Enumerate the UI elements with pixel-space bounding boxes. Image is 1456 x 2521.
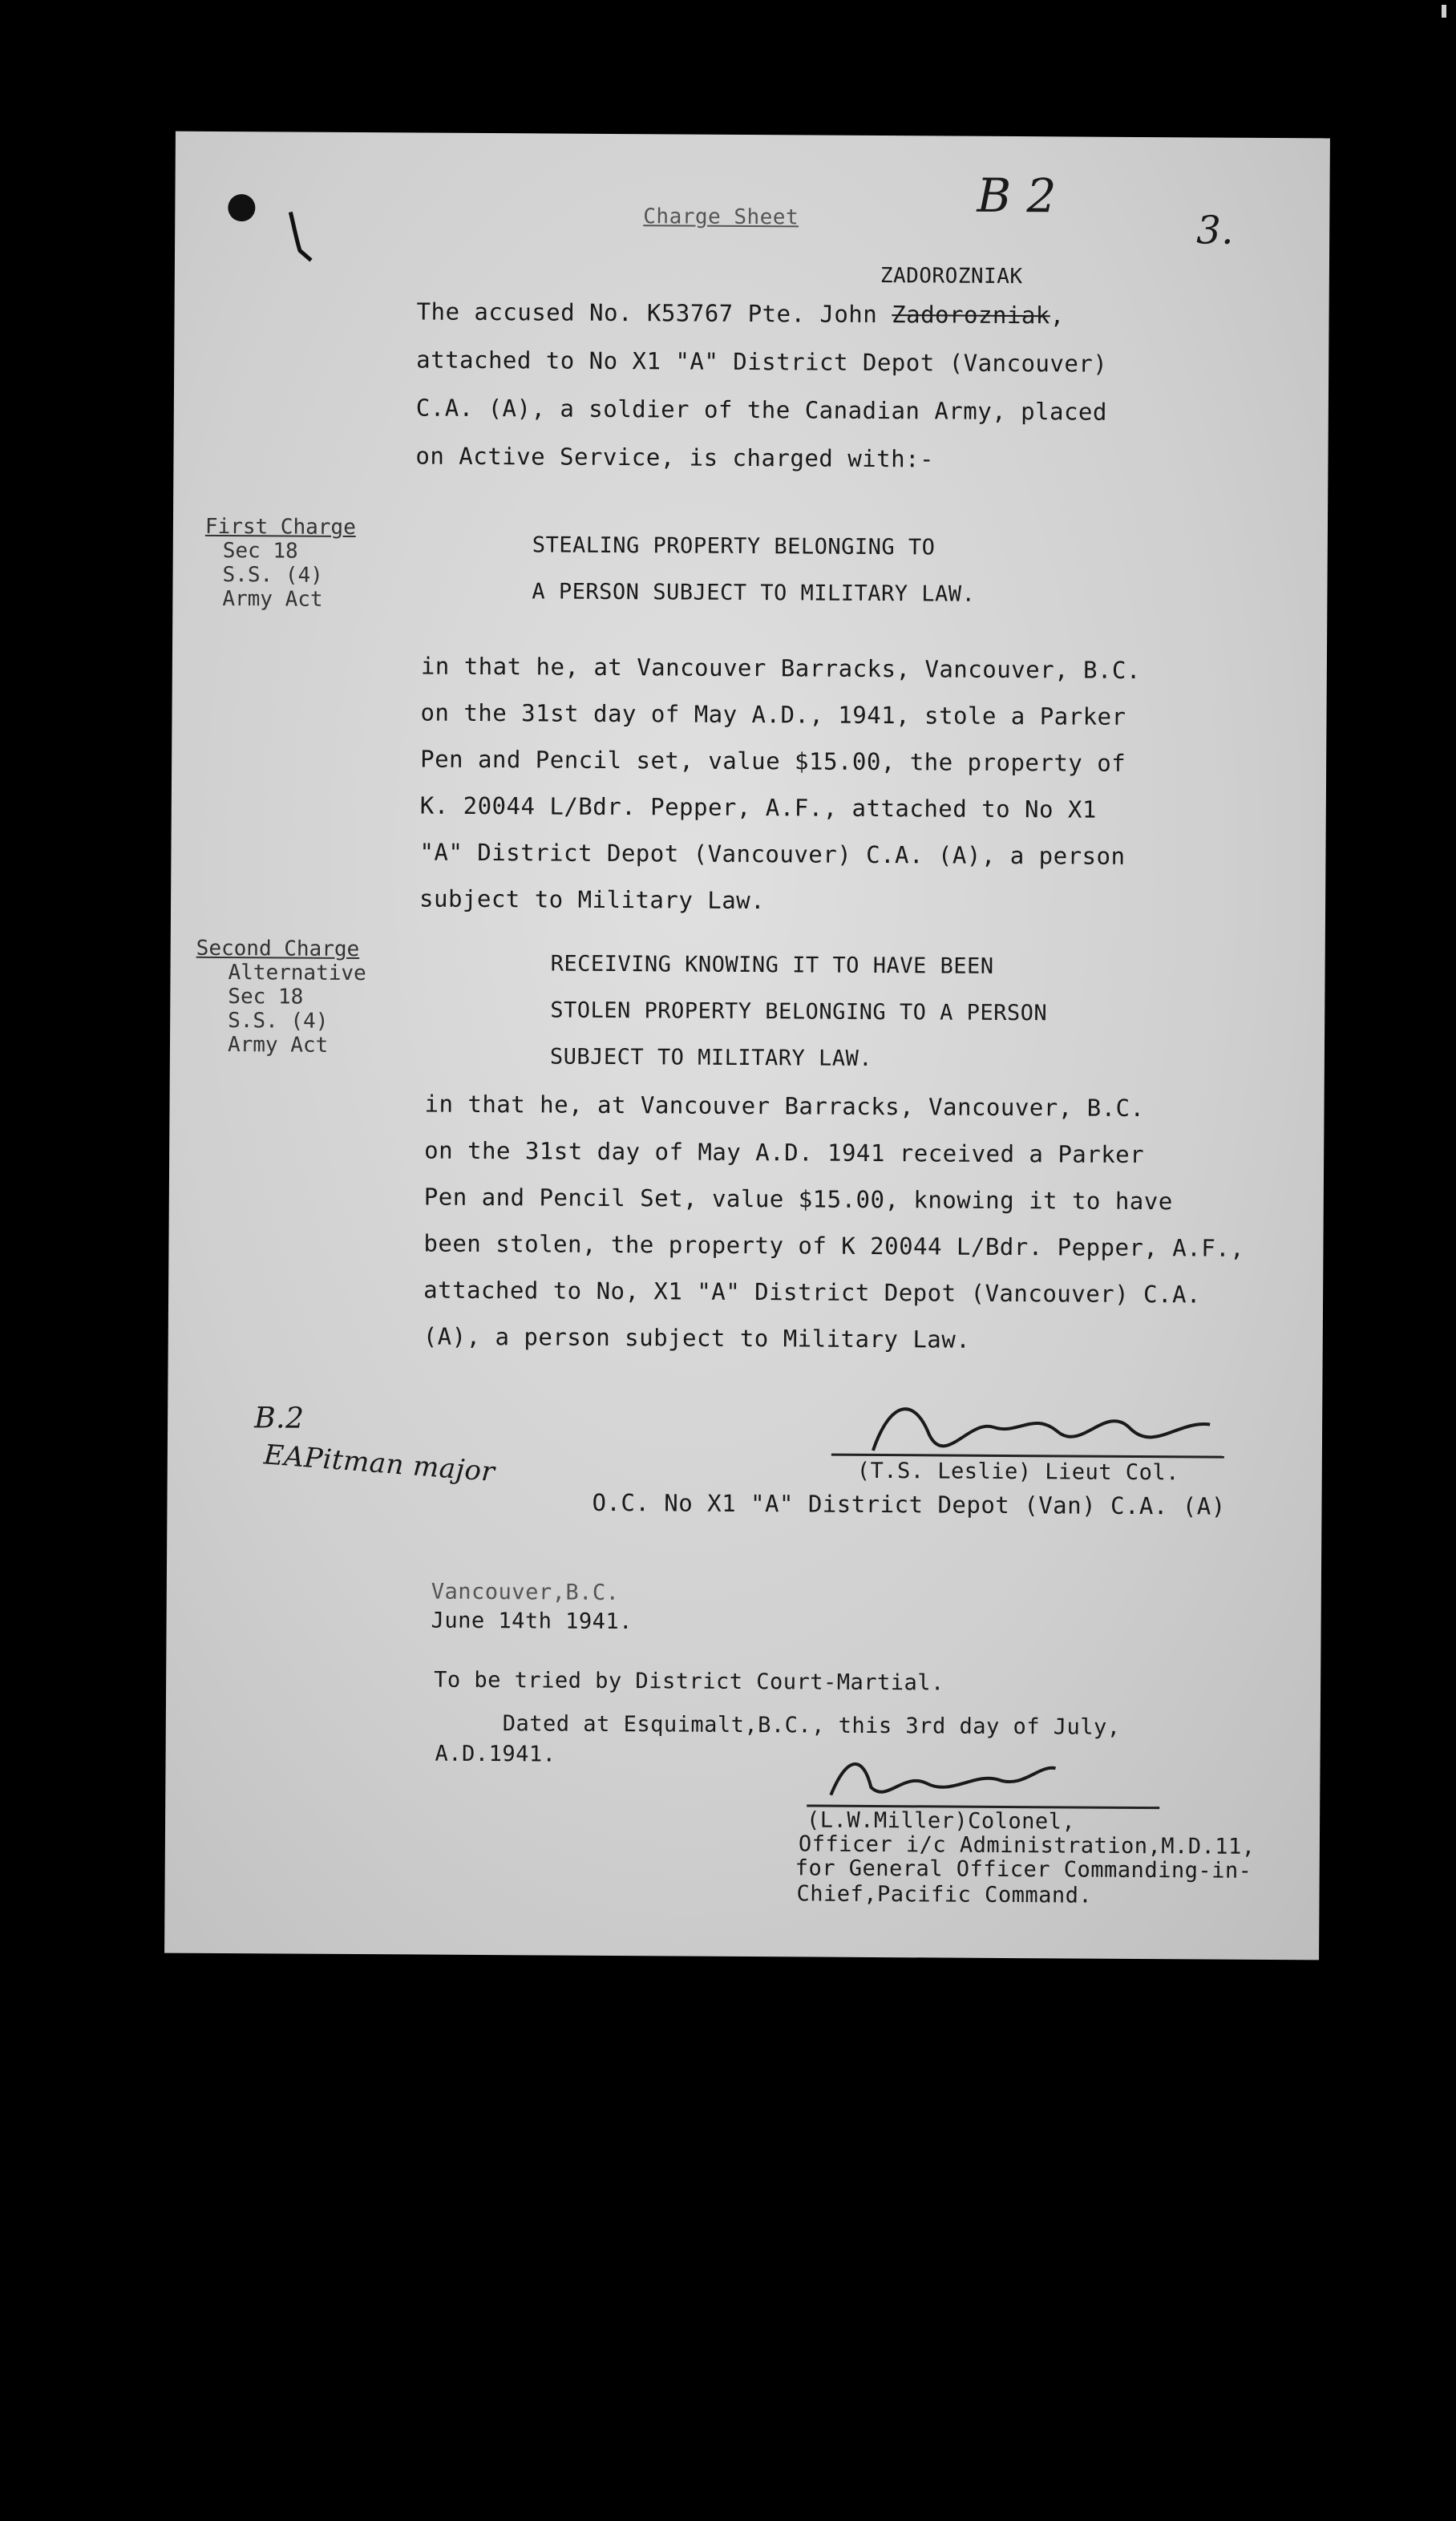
- second-charge-body-3: Pen and Pencil Set, value $15.00, knowing it to have: [423, 1183, 1173, 1216]
- first-charge-body-3: Pen and Pencil set, value $15.00, the property of: [420, 745, 1126, 777]
- corner-mark: [1442, 5, 1446, 18]
- officer-line-4: Chief,Pacific Command.: [796, 1881, 1093, 1908]
- charge-sheet-page: [164, 132, 1330, 1961]
- first-charge-margin-note: [204, 515, 356, 612]
- first-charge-subsection: S.S. (4): [222, 562, 323, 588]
- handwritten-note-b2: B.2: [254, 1402, 305, 1435]
- second-charge-subsection: S.S. (4): [228, 1009, 329, 1034]
- officer-line-2: Officer i/c Administration,M.D.11,: [798, 1831, 1256, 1859]
- order-line-2: Dated at Esquimalt,B.C., this 3rd day of July,: [502, 1711, 1121, 1740]
- miller-signature: [823, 1747, 1063, 1813]
- second-charge-alternative: Alternative: [228, 961, 366, 986]
- dateline-place: Vancouver,B.C.: [431, 1579, 620, 1606]
- second-charge-act: Army Act: [227, 1033, 329, 1058]
- second-charge-heading-1: RECEIVING KNOWING IT TO HAVE BEEN: [550, 951, 994, 979]
- page-number: 3.: [1196, 208, 1235, 253]
- signer-title: O.C. No X1 "A" District Depot (Van) C.A. (A): [592, 1488, 1226, 1520]
- accused-line-1-suffix: ,: [1050, 301, 1065, 330]
- accused-line-3: C.A. (A), a soldier of the Canadian Army, placed: [415, 394, 1108, 426]
- second-charge-body-1: in that he, at Vancouver Barracks, Vancouver, B.C.: [424, 1090, 1145, 1123]
- first-charge-heading-1: STEALING PROPERTY BELONGING TO: [532, 532, 936, 560]
- first-charge-act: Army Act: [222, 586, 323, 612]
- first-charge-body-6: subject to Military Law.: [419, 884, 766, 915]
- first-charge-body-5: "A" District Depot (Vancouver) C.A. (A), a person: [419, 838, 1126, 870]
- reference-mark: B 2: [977, 168, 1058, 224]
- second-charge-body-4: been stolen, the property of K 20044 L/Bdr. Pepper, A.F.,: [423, 1229, 1245, 1262]
- name-correction: ZADOROZNIAK: [880, 263, 1023, 289]
- dateline-date: June 14th 1941.: [431, 1608, 633, 1635]
- first-charge-body-4: K. 20044 L/Bdr. Pepper, A.F., attached to No X1: [419, 791, 1098, 823]
- accused-line-2: attached to No X1 "A" District Depot (Vancouver): [416, 346, 1108, 378]
- accused-line-1-prefix: The accused No. K53767 Pte. John: [416, 297, 878, 328]
- first-charge-heading-2: A PERSON SUBJECT TO MILITARY LAW.: [532, 579, 976, 607]
- punch-hole: [228, 194, 255, 221]
- document-title: Charge Sheet: [643, 204, 799, 230]
- accused-line-4: on Active Service, is charged with:-: [415, 442, 935, 473]
- struck-surname: Zadorozniak: [892, 301, 1050, 330]
- first-charge-body-2: on the 31st day of May A.D., 1941, stole a Parker: [420, 698, 1126, 730]
- second-charge-section: Sec 18: [228, 985, 304, 1010]
- second-charge-body-2: on the 31st day of May A.D. 1941 received a Parker: [424, 1136, 1145, 1169]
- second-charge-body-6: (A), a person subject to Military Law.: [423, 1322, 971, 1354]
- second-charge-heading-3: SUBJECT TO MILITARY LAW.: [549, 1044, 873, 1071]
- second-charge-heading-2: STOLEN PROPERTY BELONGING TO A PERSON: [550, 997, 1048, 1026]
- first-charge-label: First Charge: [204, 514, 356, 540]
- first-charge-section: Sec 18: [222, 538, 298, 564]
- order-line-1: To be tried by District Court-Martial.: [434, 1667, 944, 1696]
- second-charge-margin-note: [196, 937, 366, 1058]
- second-charge-body-5: attached to No, X1 "A" District Depot (Vancouver) C.A.: [423, 1276, 1202, 1309]
- accused-line-1: [416, 297, 1064, 329]
- first-charge-body-1: in that he, at Vancouver Barracks, Vancouver, B.C.: [420, 652, 1141, 684]
- order-line-3: A.D.1941.: [435, 1741, 556, 1767]
- handwritten-major-signature: EAPitman major: [262, 1439, 496, 1489]
- officer-line-1: (L.W.Miller)Colonel,: [807, 1807, 1076, 1835]
- signer-name: (T.S. Leslie) Lieut Col.: [856, 1458, 1179, 1486]
- pen-tick-mark: [285, 208, 317, 265]
- officer-line-3: for General Officer Commanding-in-: [795, 1855, 1252, 1884]
- second-charge-label: Second Charge: [196, 936, 360, 962]
